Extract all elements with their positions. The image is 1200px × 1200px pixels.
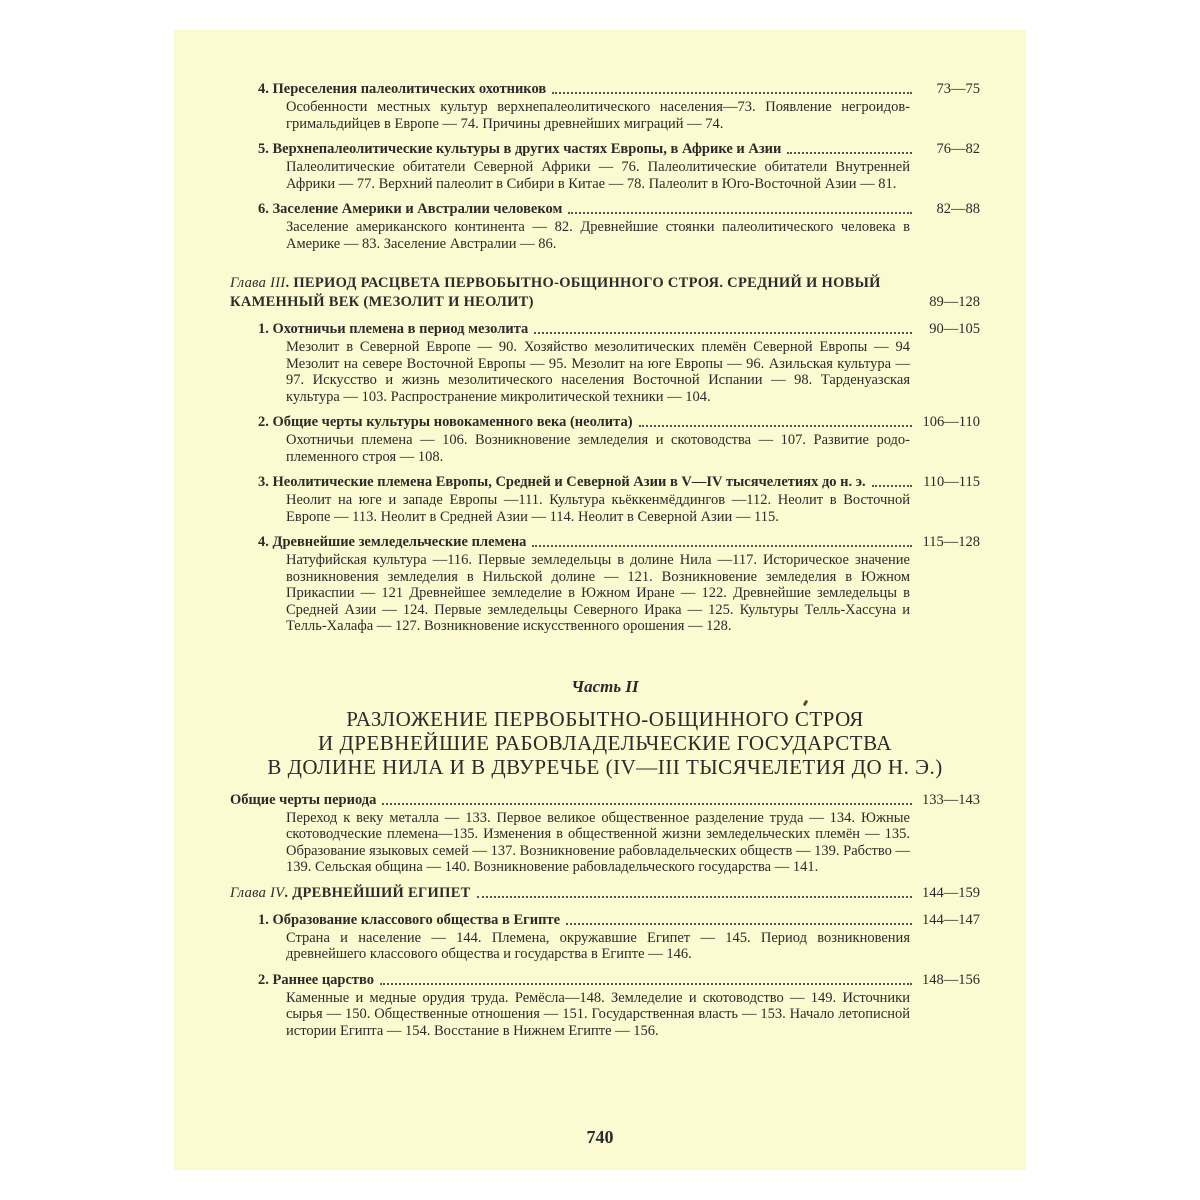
section-title: 2. Раннее царство (258, 971, 375, 988)
section-title: 4. Древнейшие земледельческие племена (258, 534, 527, 550)
page-range: 133—143 (922, 791, 980, 808)
page-range: 144—159 (922, 884, 980, 901)
section-title: 2. Общие черты культуры новокаменного века (неолита) (258, 414, 633, 430)
section-description: Страна и население — 144. Племена, окружавшие Египет — 145. Период возникновения древнейшего классового общества и государства в Египте — 146. (286, 929, 910, 962)
toc-entry (230, 80, 980, 132)
book-page (174, 30, 1026, 1170)
leader-dots (380, 983, 912, 985)
page-range: 106—110 (922, 414, 980, 430)
part-title-line: РАЗЛОЖЕНИЕ ПЕРВОБЫТНО-ОБЩИННОГО СТРОЯ (346, 706, 864, 731)
toc-entry (230, 971, 980, 1040)
part-title-line: И ДРЕВНЕЙШИЕ РАБОВЛАДЕЛЬЧЕСКИЕ ГОСУДАРСТВА (318, 730, 892, 755)
page-range: 115—128 (922, 534, 980, 550)
section-description: Охотничьи племена — 106. Возникновение земледелия и скотоводства — 107. Развитие родо-племенного строя — 108. (286, 432, 910, 465)
section-title: 5. Верхнепалеолитические культуры в других частях Европы, в Африке и Азии (258, 141, 782, 157)
section-description: Переход к веку металла — 133. Первое великое общественное разделение труда — 134. Южные скотоводческие племена—135. Изменения в общественной жизни земледельческих племён — 135. Образование языковых семей — 137. Возникновение рабовладельческих обществ — 139. Рабство — 139. Сельская община — 140. Возникновение рабовладельческого государства — 141. (286, 809, 910, 875)
section-description: Особенности местных культур верхнепалеолитического населения—73. Появление негроидов-гримальдийцев в Европе — 74. Причины древнейших миграций — 74. (286, 99, 910, 132)
chapter-label: Глава IV (230, 884, 285, 901)
chapter-title (230, 884, 471, 903)
page-range: 148—156 (922, 971, 980, 988)
page-range: 73—75 (936, 81, 980, 97)
section-description: Неолит на юге и западе Европы —111. Культура кьёккенмёддингов —112. Неолит в Восточной Европе — 113. Неолит в Средней Азии — 114. Неолит в Северной Азии — 115. (286, 492, 910, 525)
chapter-label: Глава III (230, 275, 286, 291)
toc-entry (230, 791, 980, 876)
toc-entry (230, 473, 980, 525)
leader-dots (552, 92, 912, 94)
section-title: 6. Заселение Америки и Австралии человеком (258, 201, 563, 217)
page-range: 89—128 (929, 294, 980, 310)
section-description: Натуфийская культура —116. Первые земледельцы в долине Нила —117. Историческое значение возникновения земледелия в Нильской долине — 121. Возникновение земледелия в Южном Прикаспии — 121 Древнейшее земледелие в Южном Иране — 122. Древнейшие земледельцы в Средней Азии — 124. Первые земледельцы Северного Ирака — 125. Культуры Телль-Хассуна и Телль-Халафа — 127. Возникновение искусственного орошения — 128. (286, 552, 910, 634)
section-description: Заселение американского континента — 82. Древнейшие стоянки палеолитического человека в Америке — 83. Заселение Австралии — 86. (286, 219, 910, 252)
toc-entry (230, 140, 980, 192)
leader-dots (477, 896, 912, 898)
chapter-heading (230, 274, 980, 312)
leader-dots (382, 803, 912, 805)
part-title (230, 707, 980, 779)
leader-dots (566, 923, 912, 925)
page-range: 90—105 (929, 321, 980, 337)
section-description: Палеолитические обитатели Северной Африки — 76. Палеолитические обитатели Внутренней Африки — 77. Верхний палеолит в Сибири в Китае — 78. Палеолит в Юго-Восточной Азии — 81. (286, 159, 910, 192)
page-range: 144—147 (922, 911, 980, 928)
toc-entry (230, 413, 980, 465)
page-number: 740 (586, 1127, 614, 1147)
section-description: Каменные и медные орудия труда. Ремёсла—148. Земледелие и скотоводство — 149. Источники сырья — 150. Общественные отношения — 151. Государственная власть — 153. Начало летописной истории Египта — 154. Восстание в Нижнем Египте — 156. (286, 989, 910, 1039)
section-title: 3. Неолитические племена Европы, Средней и Северной Азии в V—IV тысячелетиях до н. э. (258, 474, 866, 490)
section-description: Мезолит в Северной Европе — 90. Хозяйство мезолитических племён Северной Европы — 94 Мезолит на севере Восточной Европы — 95. Мезолит на юге Европы — 96. Азильская культура — 97. Искусство и жизнь мезолитического населения Восточной Испании — 98. Тарденуазская культура — 103. Распространение микролитической техники — 104. (286, 339, 910, 405)
leader-dots (532, 545, 912, 547)
page-range: 110—115 (923, 474, 980, 490)
part-title-line: В ДОЛИНЕ НИЛА И В ДВУРЕЧЬЕ (IV—III ТЫСЯЧЕЛЕТИЯ ДО Н. Э.) (267, 754, 943, 779)
ink-speck (803, 700, 809, 707)
page-range: 76—82 (936, 141, 980, 157)
leader-dots (568, 212, 912, 214)
section-title: Общие черты периода (230, 791, 377, 808)
toc-entry (230, 320, 980, 405)
toc-entry (230, 200, 980, 252)
chapter-heading (230, 884, 980, 903)
section-title: 4. Переселения палеолитических охотников (258, 81, 547, 97)
chapter-name: . ДРЕВНЕЙШИЙ ЕГИПЕТ (284, 884, 471, 901)
chapter-name: . ПЕРИОД РАСЦВЕТА ПЕРВОБЫТНО-ОБЩИННОГО СТРОЯ. СРЕДНИЙ И НОВЫЙ КАМЕННЫЙ ВЕК (МЕЗОЛИТ И НЕОЛИТ) (230, 275, 881, 310)
page-range: 82—88 (936, 201, 980, 217)
leader-dots (534, 332, 912, 334)
part-label: Часть II (571, 676, 639, 696)
leader-dots (872, 485, 912, 487)
toc-entry (230, 911, 980, 963)
leader-dots (639, 425, 912, 427)
leader-dots (787, 152, 912, 154)
toc-entry (230, 533, 980, 635)
chapter-title (230, 274, 980, 312)
section-title: 1. Образование классового общества в Египте (258, 911, 561, 928)
section-title: 1. Охотничьи племена в период мезолита (258, 321, 529, 337)
